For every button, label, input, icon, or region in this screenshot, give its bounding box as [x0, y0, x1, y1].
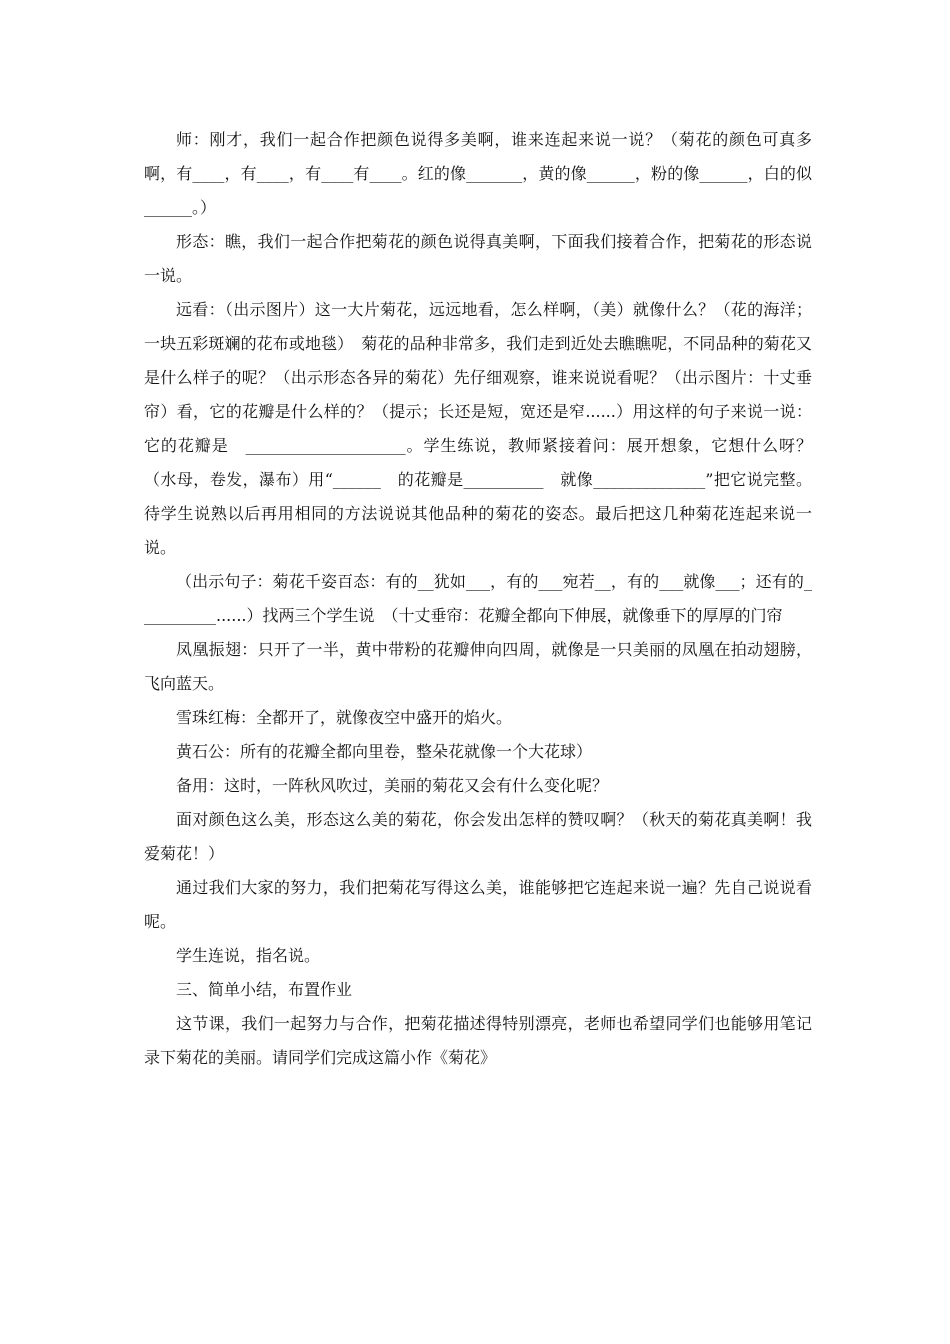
section-heading-summary: 三、简单小结，布置作业: [176, 980, 353, 999]
paragraph-shape-intro: 形态：瞧，我们一起合作把菊花的颜色说得真美啊，下面我们接着合作，把菊花的形态说一说。: [144, 232, 812, 285]
paragraph-students-speak: 学生连说，指名说。: [176, 946, 321, 965]
paragraph-praise: 面对颜色这么美，形态这么美的菊花，你会发出怎样的赞叹啊？（秋天的菊花真美啊！我爱菊花！）: [144, 810, 812, 863]
paragraph-huangshigong: 黄石公：所有的花瓣全都向里卷，整朵花就像一个大花球）: [176, 742, 593, 761]
paragraph-homework: 这节课，我们一起努力与合作，把菊花描述得特别漂亮，老师也希望同学们也能够用笔记录下菊花的美丽。请同学们完成这篇小作《菊花》: [144, 1014, 812, 1067]
paragraph-distant-view: 远看：（出示图片）这一大片菊花，远远地看，怎么样啊，（美）就像什么？（花的海洋；一块五彩斑斓的花布或地毯） 菊花的品种非常多，我们走到近处去瞧瞧呢，不同品种的菊花又是什么样子的呢？（出示形态各异的菊花）先仔细观察，谁来说说看呢？（出示图片：十丈垂帘）看，它的花瓣是什么样的？（提示；长还是短，宽还是窄......）用这样的句子来说一说：它的花瓣是 ____________________。学生练说，教师紧接着问：展开想象，它想什么呀？（水母，卷发，瀑布）用“______ 的花瓣是__________ 就像______________”把它说完整。待学生说熟以后再用相同的方法说说其他品种的菊花的姿态。最后把这几种菊花连起来说一说。: [144, 300, 812, 557]
document-body: [144, 123, 812, 1075]
paragraph-backup: 备用：这时，一阵秋风吹过，美丽的菊花又会有什么变化呢？: [176, 776, 609, 795]
paragraph-teacher-colors: 师：刚才，我们一起合作把颜色说得多美啊，谁来连起来说一说？（菊花的颜色可真多啊，有____，有____，有____有____。红的像_______，黄的像______，粉的像______，白的似______。）: [144, 130, 812, 217]
paragraph-recap: 通过我们大家的努力，我们把菊花写得这么美，谁能够把它连起来说一遍？先自己说说看呢。: [144, 878, 812, 931]
paragraph-sentence-pattern: （出示句子：菊花千姿百态：有的__犹如___，有的___宛若__，有的___就像___；还有的__________......）找两三个学生说 （十丈垂帘：花瓣全都向下伸展，就像垂下的厚厚的门帘: [144, 572, 812, 625]
paragraph-phoenix: 凤凰振翅：只开了一半，黄中带粉的花瓣伸向四周，就像是一只美丽的凤凰在拍动翅膀，飞向蓝天。: [144, 640, 812, 693]
paragraph-snow-plum: 雪珠红梅：全都开了，就像夜空中盛开的焰火。: [176, 708, 513, 727]
